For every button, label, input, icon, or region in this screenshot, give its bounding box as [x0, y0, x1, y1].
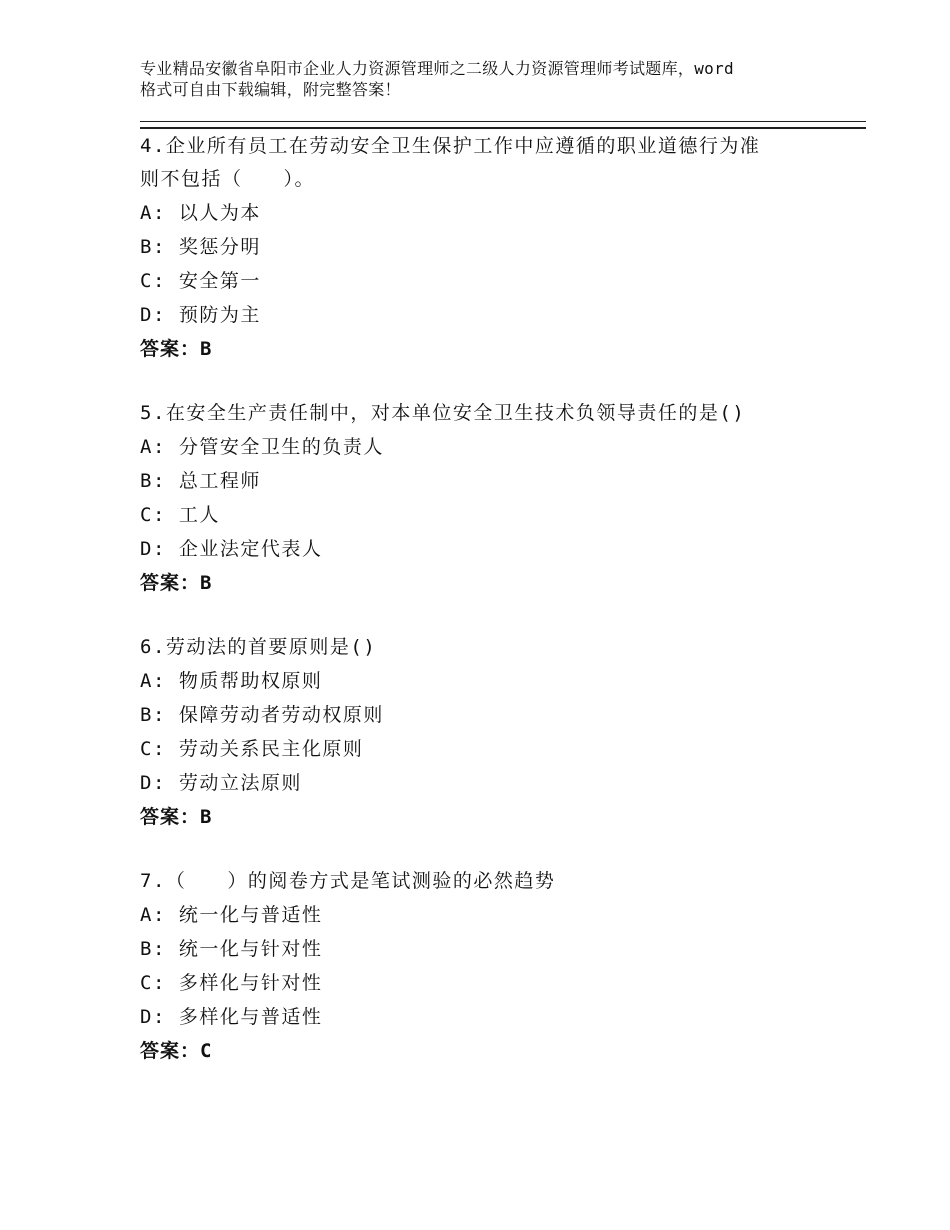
header-divider	[140, 121, 866, 129]
option-a: A: 分管安全卫生的负责人	[140, 436, 384, 458]
question-stem: 7.（ ）的阅卷方式是笔试测验的必然趋势	[140, 870, 556, 892]
answer: 答案：B	[140, 338, 213, 360]
option-b: B: 奖惩分明	[140, 236, 261, 258]
header-line-1: 专业精品安徽省阜阳市企业人力资源管理师之二级人力资源管理师考试题库，word	[140, 59, 734, 78]
question-stem: 6.劳动法的首要原则是()	[140, 636, 377, 658]
question-4	[140, 130, 840, 366]
answer: 答案：B	[140, 572, 213, 594]
question-stem: 5.在安全生产责任制中，对本单位安全卫生技术负领导责任的是()	[140, 402, 746, 424]
option-d: D: 多样化与普适性	[140, 1006, 323, 1028]
answer: 答案：C	[140, 1040, 213, 1062]
option-b: B: 统一化与针对性	[140, 938, 323, 960]
document-header	[140, 58, 840, 100]
option-b: B: 保障劳动者劳动权原则	[140, 704, 384, 726]
option-c: C: 劳动关系民主化原则	[140, 738, 364, 760]
question-5	[140, 397, 840, 600]
option-d: D: 企业法定代表人	[140, 538, 323, 560]
question-7	[140, 865, 840, 1068]
option-a: A: 物质帮助权原则	[140, 670, 323, 692]
option-c: C: 多样化与针对性	[140, 972, 323, 994]
option-b: B: 总工程师	[140, 470, 261, 492]
answer: 答案：B	[140, 806, 213, 828]
question-stem: 4.企业所有员工在劳动安全卫生保护工作中应遵循的职业道德行为准	[140, 135, 761, 157]
option-d: D: 劳动立法原则	[140, 772, 302, 794]
header-line-2: 格式可自由下载编辑，附完整答案！	[140, 80, 401, 99]
option-c: C: 工人	[140, 504, 220, 526]
question-list	[140, 130, 840, 1099]
question-stem-continued: 则不包括（ ）。	[140, 168, 316, 190]
option-c: C: 安全第一	[140, 270, 261, 292]
option-a: A: 统一化与普适性	[140, 904, 323, 926]
option-a: A: 以人为本	[140, 202, 261, 224]
question-6	[140, 631, 840, 834]
option-d: D: 预防为主	[140, 304, 261, 326]
